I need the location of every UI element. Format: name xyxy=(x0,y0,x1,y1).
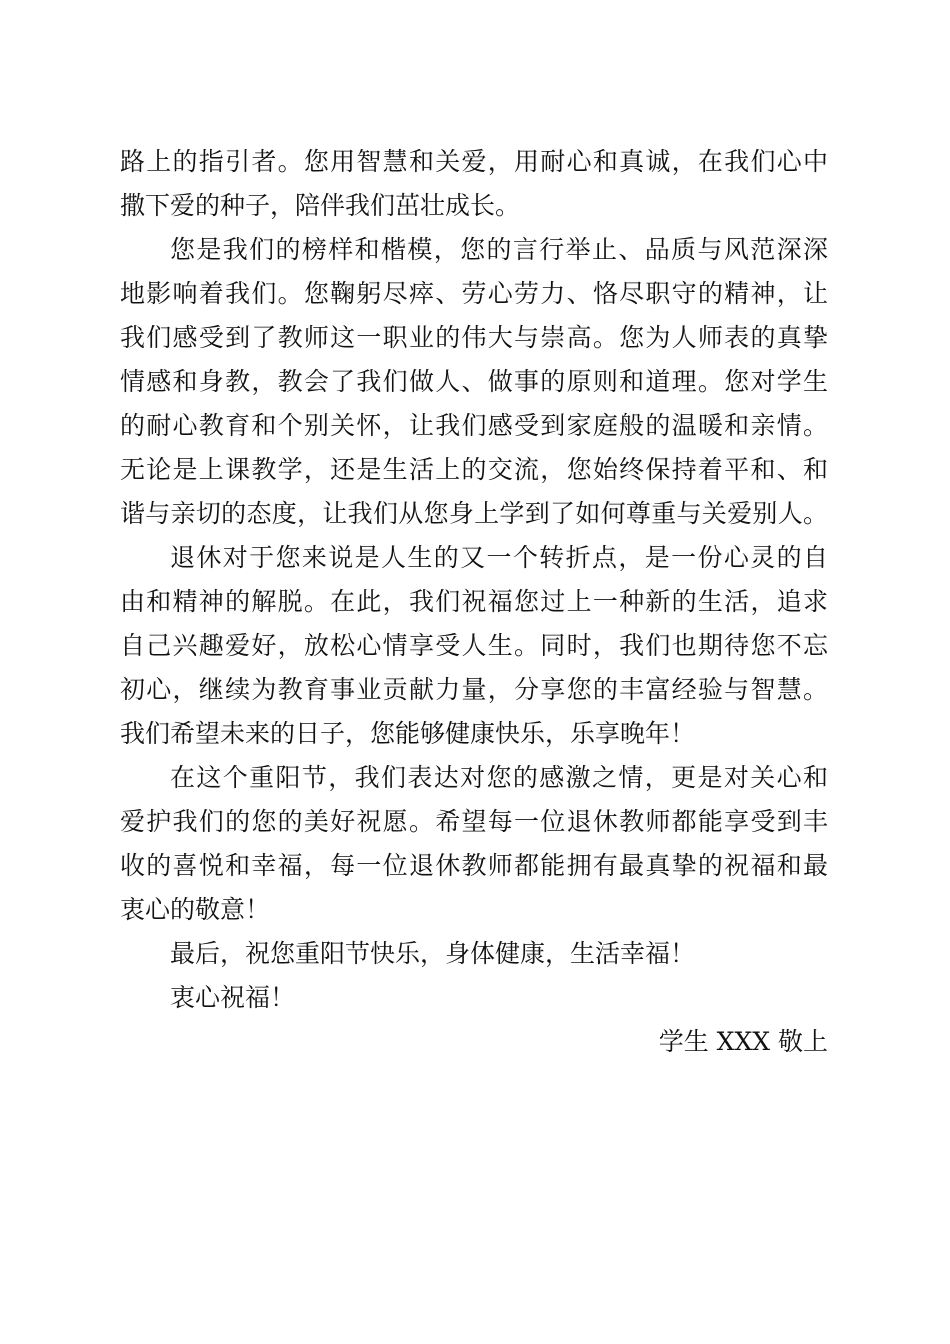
paragraph-5-line-1: 最后，祝您重阳节快乐，身体健康，生活幸福！ xyxy=(170,939,696,968)
paragraph-1-line-1: 路上的指引者。您用智慧和关爱，用耐心和真诚，在我们心中 xyxy=(120,147,828,176)
paragraph-4-line-1: 在这个重阳节，我们表达对您的感激之情，更是对关心和 xyxy=(170,763,828,792)
paragraph-2-line-4: 情感和身教，教会了我们做人、做事的原则和道理。您对学生 xyxy=(120,367,828,396)
paragraph-3-line-5: 我们希望未来的日子，您能够健康快乐，乐享晚年！ xyxy=(120,719,696,748)
signature: 学生 XXX 敬上 xyxy=(658,1027,828,1056)
paragraph-1-line-2: 撒下爱的种子，陪伴我们茁壮成长。 xyxy=(120,191,521,220)
paragraph-2-line-7: 谐与亲切的态度，让我们从您身上学到了如何尊重与关爱别人。 xyxy=(120,499,828,528)
paragraph-4-line-3: 收的喜悦和幸福，每一位退休教师都能拥有最真挚的祝福和最 xyxy=(120,851,828,880)
letter-body xyxy=(120,140,828,1064)
paragraph-4-line-4: 衷心的敬意！ xyxy=(120,895,271,924)
paragraph-2-line-1: 您是我们的榜样和楷模，您的言行举止、品质与风范深深 xyxy=(170,235,828,264)
paragraph-2-line-5: 的耐心教育和个别关怀，让我们感受到家庭般的温暖和亲情。 xyxy=(120,411,828,440)
paragraph-2-line-6: 无论是上课教学，还是生活上的交流，您始终保持着平和、和 xyxy=(120,455,828,484)
paragraph-3-line-3: 自己兴趣爱好，放松心情享受人生。同时，我们也期待您不忘 xyxy=(120,631,828,660)
closing-line: 衷心祝福！ xyxy=(170,983,296,1012)
paragraph-2-line-2: 地影响着我们。您鞠躬尽瘁、劳心劳力、恪尽职守的精神，让 xyxy=(120,279,828,308)
paragraph-4-line-2: 爱护我们的您的美好祝愿。希望每一位退休教师都能享受到丰 xyxy=(120,807,828,836)
paragraph-2-line-3: 我们感受到了教师这一职业的伟大与崇高。您为人师表的真挚 xyxy=(120,323,828,352)
paragraph-3-line-1: 退休对于您来说是人生的又一个转折点，是一份心灵的自 xyxy=(170,543,828,572)
paragraph-3-line-2: 由和精神的解脱。在此，我们祝福您过上一种新的生活，追求 xyxy=(120,587,828,616)
paragraph-3-line-4: 初心，继续为教育事业贡献力量，分享您的丰富经验与智慧。 xyxy=(120,675,828,704)
